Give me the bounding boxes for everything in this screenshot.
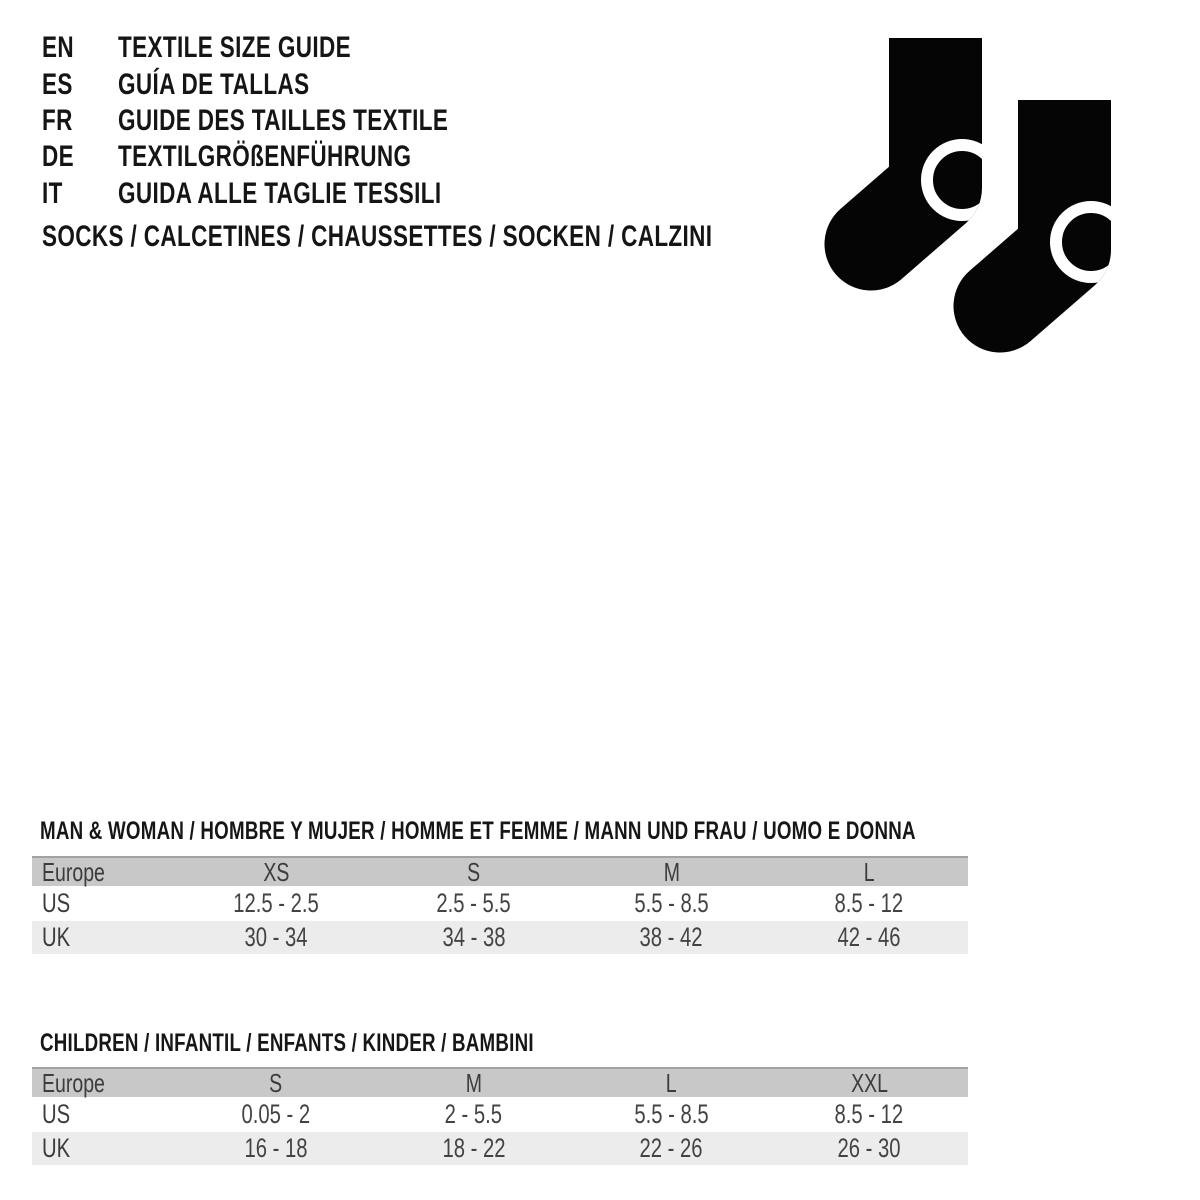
size-cell: 38 - 42: [639, 922, 703, 952]
language-row-de: [42, 139, 558, 175]
language-row-it: [42, 176, 558, 212]
size-cell: 42 - 46: [837, 922, 901, 952]
size-cell: 30 - 34: [244, 922, 308, 952]
language-label: GUIDA ALLE TAGLIE TESSILI: [118, 176, 442, 210]
table-title-man-woman: MAN & WOMAN / HOMBRE Y MUJER / HOMME ET FEMME / MANN UND FRAU / UOMO E DONNA: [40, 817, 916, 845]
header-cell-size: XS: [262, 856, 289, 887]
header-cell-size: L: [863, 856, 875, 887]
language-code: DE: [42, 140, 75, 174]
category-line: SOCKS / CALCETINES / CHAUSSETTES / SOCKEN / CALZINI: [42, 220, 713, 253]
size-cell: 5.5 - 8.5: [634, 888, 709, 918]
row-label: UK: [42, 1133, 71, 1163]
sock-front: [824, 38, 997, 291]
table-row-us: [32, 1097, 968, 1132]
table-row-us: [32, 886, 968, 921]
table-header-row: [32, 1069, 968, 1097]
language-label: GUÍA DE TALLAS: [118, 67, 310, 101]
size-cell: 12.5 - 2.5: [233, 888, 319, 918]
language-label: TEXTILE SIZE GUIDE: [118, 31, 352, 65]
table-row-uk: [32, 1132, 968, 1165]
language-row-es: [42, 66, 558, 102]
table-header-row: [32, 858, 968, 886]
language-code: FR: [42, 103, 73, 137]
language-code: ES: [42, 67, 73, 101]
header-cell-region: Europe: [42, 1067, 105, 1098]
language-code: EN: [42, 31, 75, 65]
size-cell: 16 - 18: [244, 1133, 308, 1163]
language-row-en: [42, 30, 558, 66]
header-cell-size: L: [665, 1067, 677, 1098]
size-cell: 26 - 30: [837, 1133, 901, 1163]
language-code: IT: [42, 176, 63, 210]
size-cell: 2.5 - 5.5: [436, 888, 511, 918]
header-cell-size: S: [467, 856, 481, 887]
size-cell: 22 - 26: [639, 1133, 703, 1163]
header-cell-size: M: [663, 856, 680, 887]
row-label: US: [42, 888, 71, 918]
language-row-fr: [42, 103, 558, 139]
row-label: UK: [42, 922, 71, 952]
header-cell-size: XXL: [850, 1067, 888, 1098]
header-cell-size: M: [465, 1067, 482, 1098]
size-cell: 2 - 5.5: [444, 1099, 503, 1129]
size-cell: 18 - 22: [442, 1133, 506, 1163]
table-row-uk: [32, 921, 968, 954]
socks-icon: [813, 32, 1123, 367]
size-cell: 0.05 - 2: [241, 1099, 311, 1129]
size-cell: 8.5 - 12: [834, 888, 904, 918]
language-label: GUIDE DES TAILLES TEXTILE: [118, 103, 449, 137]
row-label: US: [42, 1099, 71, 1129]
language-list: [42, 30, 558, 212]
header-cell-region: Europe: [42, 856, 105, 887]
size-cell: 5.5 - 8.5: [634, 1099, 709, 1129]
size-table-man-woman: [32, 856, 968, 954]
size-cell: 34 - 38: [442, 922, 506, 952]
header-cell-size: S: [269, 1067, 283, 1098]
size-cell: 8.5 - 12: [834, 1099, 904, 1129]
table-title-children: CHILDREN / INFANTIL / ENFANTS / KINDER / BAMBINI: [40, 1029, 534, 1057]
size-table-children: [32, 1067, 968, 1165]
language-label: TEXTILGRÖßENFÜHRUNG: [118, 140, 412, 174]
